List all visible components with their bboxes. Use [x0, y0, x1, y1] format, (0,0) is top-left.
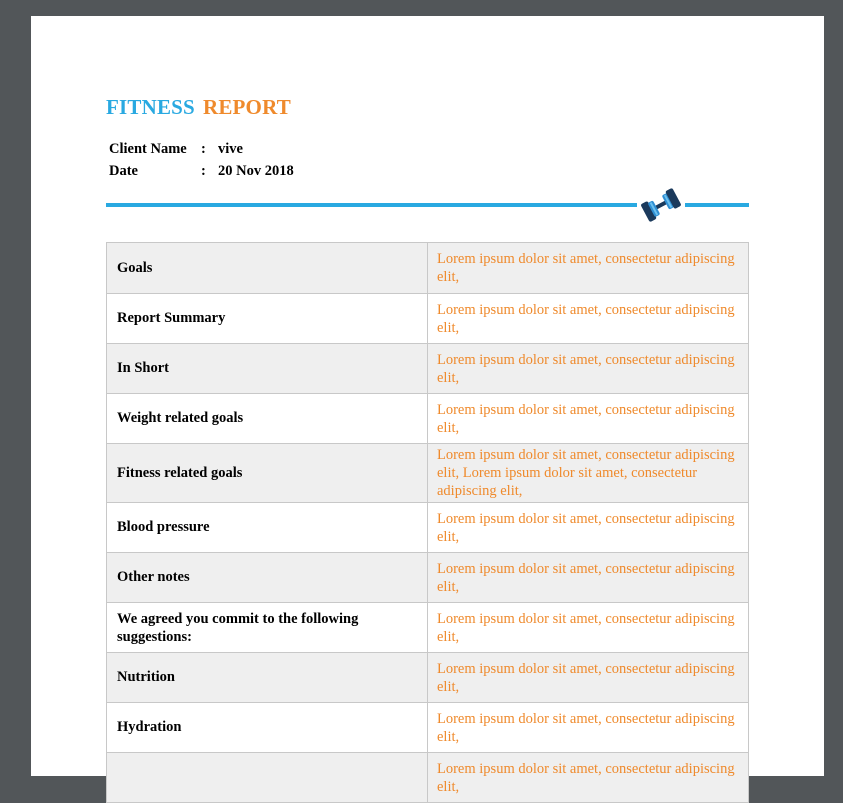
report-table [106, 242, 749, 803]
table-row [107, 553, 749, 603]
row-label: We agreed you commit to the following suggestions: [107, 603, 428, 653]
row-label: Goals [107, 243, 428, 294]
row-value: Lorem ipsum dolor sit amet, consectetur adipiscing elit, Lorem ipsum dolor sit amet, consectetur adipiscing elit, [428, 444, 749, 503]
client-meta [109, 141, 294, 185]
dumbbell-icon [637, 188, 685, 222]
client-name-label: Client Name [109, 141, 187, 157]
row-value: Lorem ipsum dolor sit amet, consectetur adipiscing elit, [428, 344, 749, 394]
separator: : [201, 163, 206, 179]
row-value: Lorem ipsum dolor sit amet, consectetur adipiscing elit, [428, 753, 749, 803]
title-report: REPORT [202, 95, 291, 119]
table-row [107, 243, 749, 294]
table-row [107, 394, 749, 444]
row-label [107, 753, 428, 803]
row-label: Weight related goals [107, 394, 428, 444]
table-row [107, 703, 749, 753]
table-row [107, 653, 749, 703]
row-value: Lorem ipsum dolor sit amet, consectetur adipiscing elit, [428, 553, 749, 603]
row-label: Hydration [107, 703, 428, 753]
document-page [31, 16, 824, 795]
row-label: Report Summary [107, 294, 428, 344]
row-label: Blood pressure [107, 503, 428, 553]
table-row [107, 294, 749, 344]
row-value: Lorem ipsum dolor sit amet, consectetur adipiscing elit, [428, 503, 749, 553]
row-value: Lorem ipsum dolor sit amet, consectetur adipiscing elit, [428, 703, 749, 753]
table-row [107, 603, 749, 653]
client-name-row [109, 141, 294, 163]
row-label: In Short [107, 344, 428, 394]
title-fitness: FITNESS [106, 95, 195, 119]
table-row [107, 503, 749, 553]
row-value: Lorem ipsum dolor sit amet, consectetur adipiscing elit, [428, 394, 749, 444]
row-label: Fitness related goals [107, 444, 428, 503]
table-row [107, 753, 749, 803]
date-label: Date [109, 163, 138, 179]
row-label: Other notes [107, 553, 428, 603]
table-row [107, 444, 749, 503]
row-value: Lorem ipsum dolor sit amet, consectetur adipiscing elit, [428, 653, 749, 703]
row-value: Lorem ipsum dolor sit amet, consectetur adipiscing elit, [428, 603, 749, 653]
row-value: Lorem ipsum dolor sit amet, consectetur adipiscing elit, [428, 294, 749, 344]
date-value: 20 Nov 2018 [218, 163, 294, 179]
date-row [109, 163, 294, 185]
report-title [106, 95, 291, 120]
table-row [107, 344, 749, 394]
row-value: Lorem ipsum dolor sit amet, consectetur adipiscing elit, [428, 243, 749, 294]
separator: : [201, 141, 206, 157]
client-name-value: vive [218, 141, 243, 157]
row-label: Nutrition [107, 653, 428, 703]
